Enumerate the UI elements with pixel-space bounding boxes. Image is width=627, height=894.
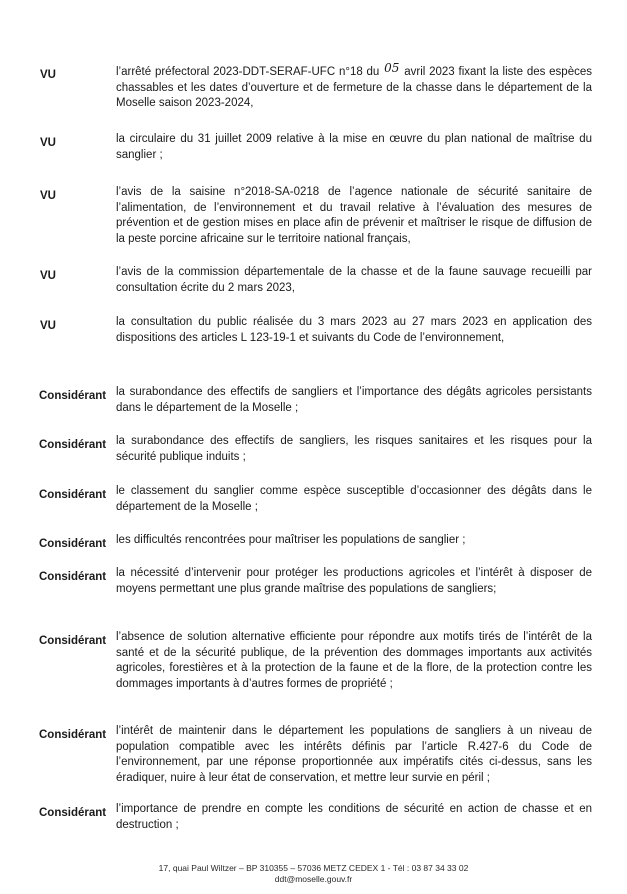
vu-label: VU <box>40 270 56 282</box>
considerant-label: Considérant <box>39 390 107 402</box>
vu-text: la circulaire du 31 juillet 2009 relative à la mise en œuvre du plan national de maîtrise du sanglier ; <box>116 133 592 161</box>
considerant-text: l’absence de solution alternative efficiente pour répondre aux motifs tirés de l’intérêt de la santé et de la sécurité publique, de la prévention des dommages importants aux activités agricoles, forestières et à la protection de la faune et de la flore, de la protection contre les dommages importants à d’autres formes de propriété ; <box>116 631 592 690</box>
considerant-label: Considérant <box>39 489 107 501</box>
vu-text: la consultation du public réalisée du 3 mars 2023 au 27 mars 2023 en application des dispositions des articles L 123-19-1 et suivants du Code de l’environnement, <box>116 316 592 344</box>
considerant-text: le classement du sanglier comme espèce susceptible d’occasionner des dégâts dans le département de la Moselle ; <box>116 485 592 513</box>
vu-label: VU <box>40 137 56 149</box>
considerant-text: l’intérêt de maintenir dans le département les populations de sangliers à un niveau de population compatible avec les intérêts définis par l’article R.427-6 du Code de l’environnement, par une réponse proportionnée aux impératifs cités ci-dessus, sans les éradiquer, nuire à leur état de conservation, et mettre leur survie en péril ; <box>116 725 592 784</box>
considerant-label: Considérant <box>39 729 107 741</box>
vu-text: l’avis de la commission départementale de la chasse et de la faune sauvage recueilli par consultation écrite du 2 mars 2023, <box>116 266 592 294</box>
footer-address: 17, quai Paul Wiltzer – BP 310355 – 57036 METZ CEDEX 1 - Tél : 03 87 34 33 02 <box>158 863 469 873</box>
vu-label: VU <box>40 320 56 332</box>
vu-text-before: l’arrêté préfectoral 2023-DDT-SERAF-UFC n°18 du <box>116 66 380 78</box>
footer-email: ddt@moselle.gouv.fr <box>274 874 353 884</box>
considerant-label: Considérant <box>39 571 107 583</box>
considerant-text: l’importance de prendre en compte les conditions de sécurité en action de chasse et en destruction ; <box>116 803 592 831</box>
vu-text: l’avis de la saisine n°2018-SA-0218 de l’agence nationale de sécurité sanitaire de l’alimentation, de l’environnement et du travail relative à l’évaluation des mesures de prévention et de gestion mises en place afin de prévenir et maîtriser le risque de diffusion de la peste porcine africaine sur le territoire national français, <box>116 186 592 245</box>
vu-label: VU <box>40 69 56 81</box>
vu-label: VU <box>40 190 56 202</box>
vu-text <box>116 61 592 112</box>
considerant-text: la surabondance des effectifs de sangliers, les risques sanitaires et les risques pour la sécurité publique induits ; <box>116 435 592 463</box>
page-footer <box>0 863 627 885</box>
considerant-label: Considérant <box>39 538 107 550</box>
considerant-label: Considérant <box>39 635 107 647</box>
considerant-label: Considérant <box>39 807 107 819</box>
considerant-text: les difficultés rencontrées pour maîtriser les populations de sanglier ; <box>116 534 466 546</box>
considerant-text: la nécessité d’intervenir pour protéger les productions agricoles et l’intérêt à disposer de moyens permettant une plus grande maîtrise des populations de sangliers; <box>116 567 592 595</box>
considerant-text: la surabondance des effectifs de sangliers et l’importance des dégâts agricoles persistants dans le département de la Moselle ; <box>116 386 592 414</box>
vu-text-after: avril 2023 fixant la liste des espèces chassables et les dates d’ouverture et de fermeture de la chasse dans le département de la Moselle saison 2023-2024, <box>116 66 592 109</box>
handwritten-date: 05 <box>384 61 400 75</box>
considerant-label: Considérant <box>39 439 107 451</box>
